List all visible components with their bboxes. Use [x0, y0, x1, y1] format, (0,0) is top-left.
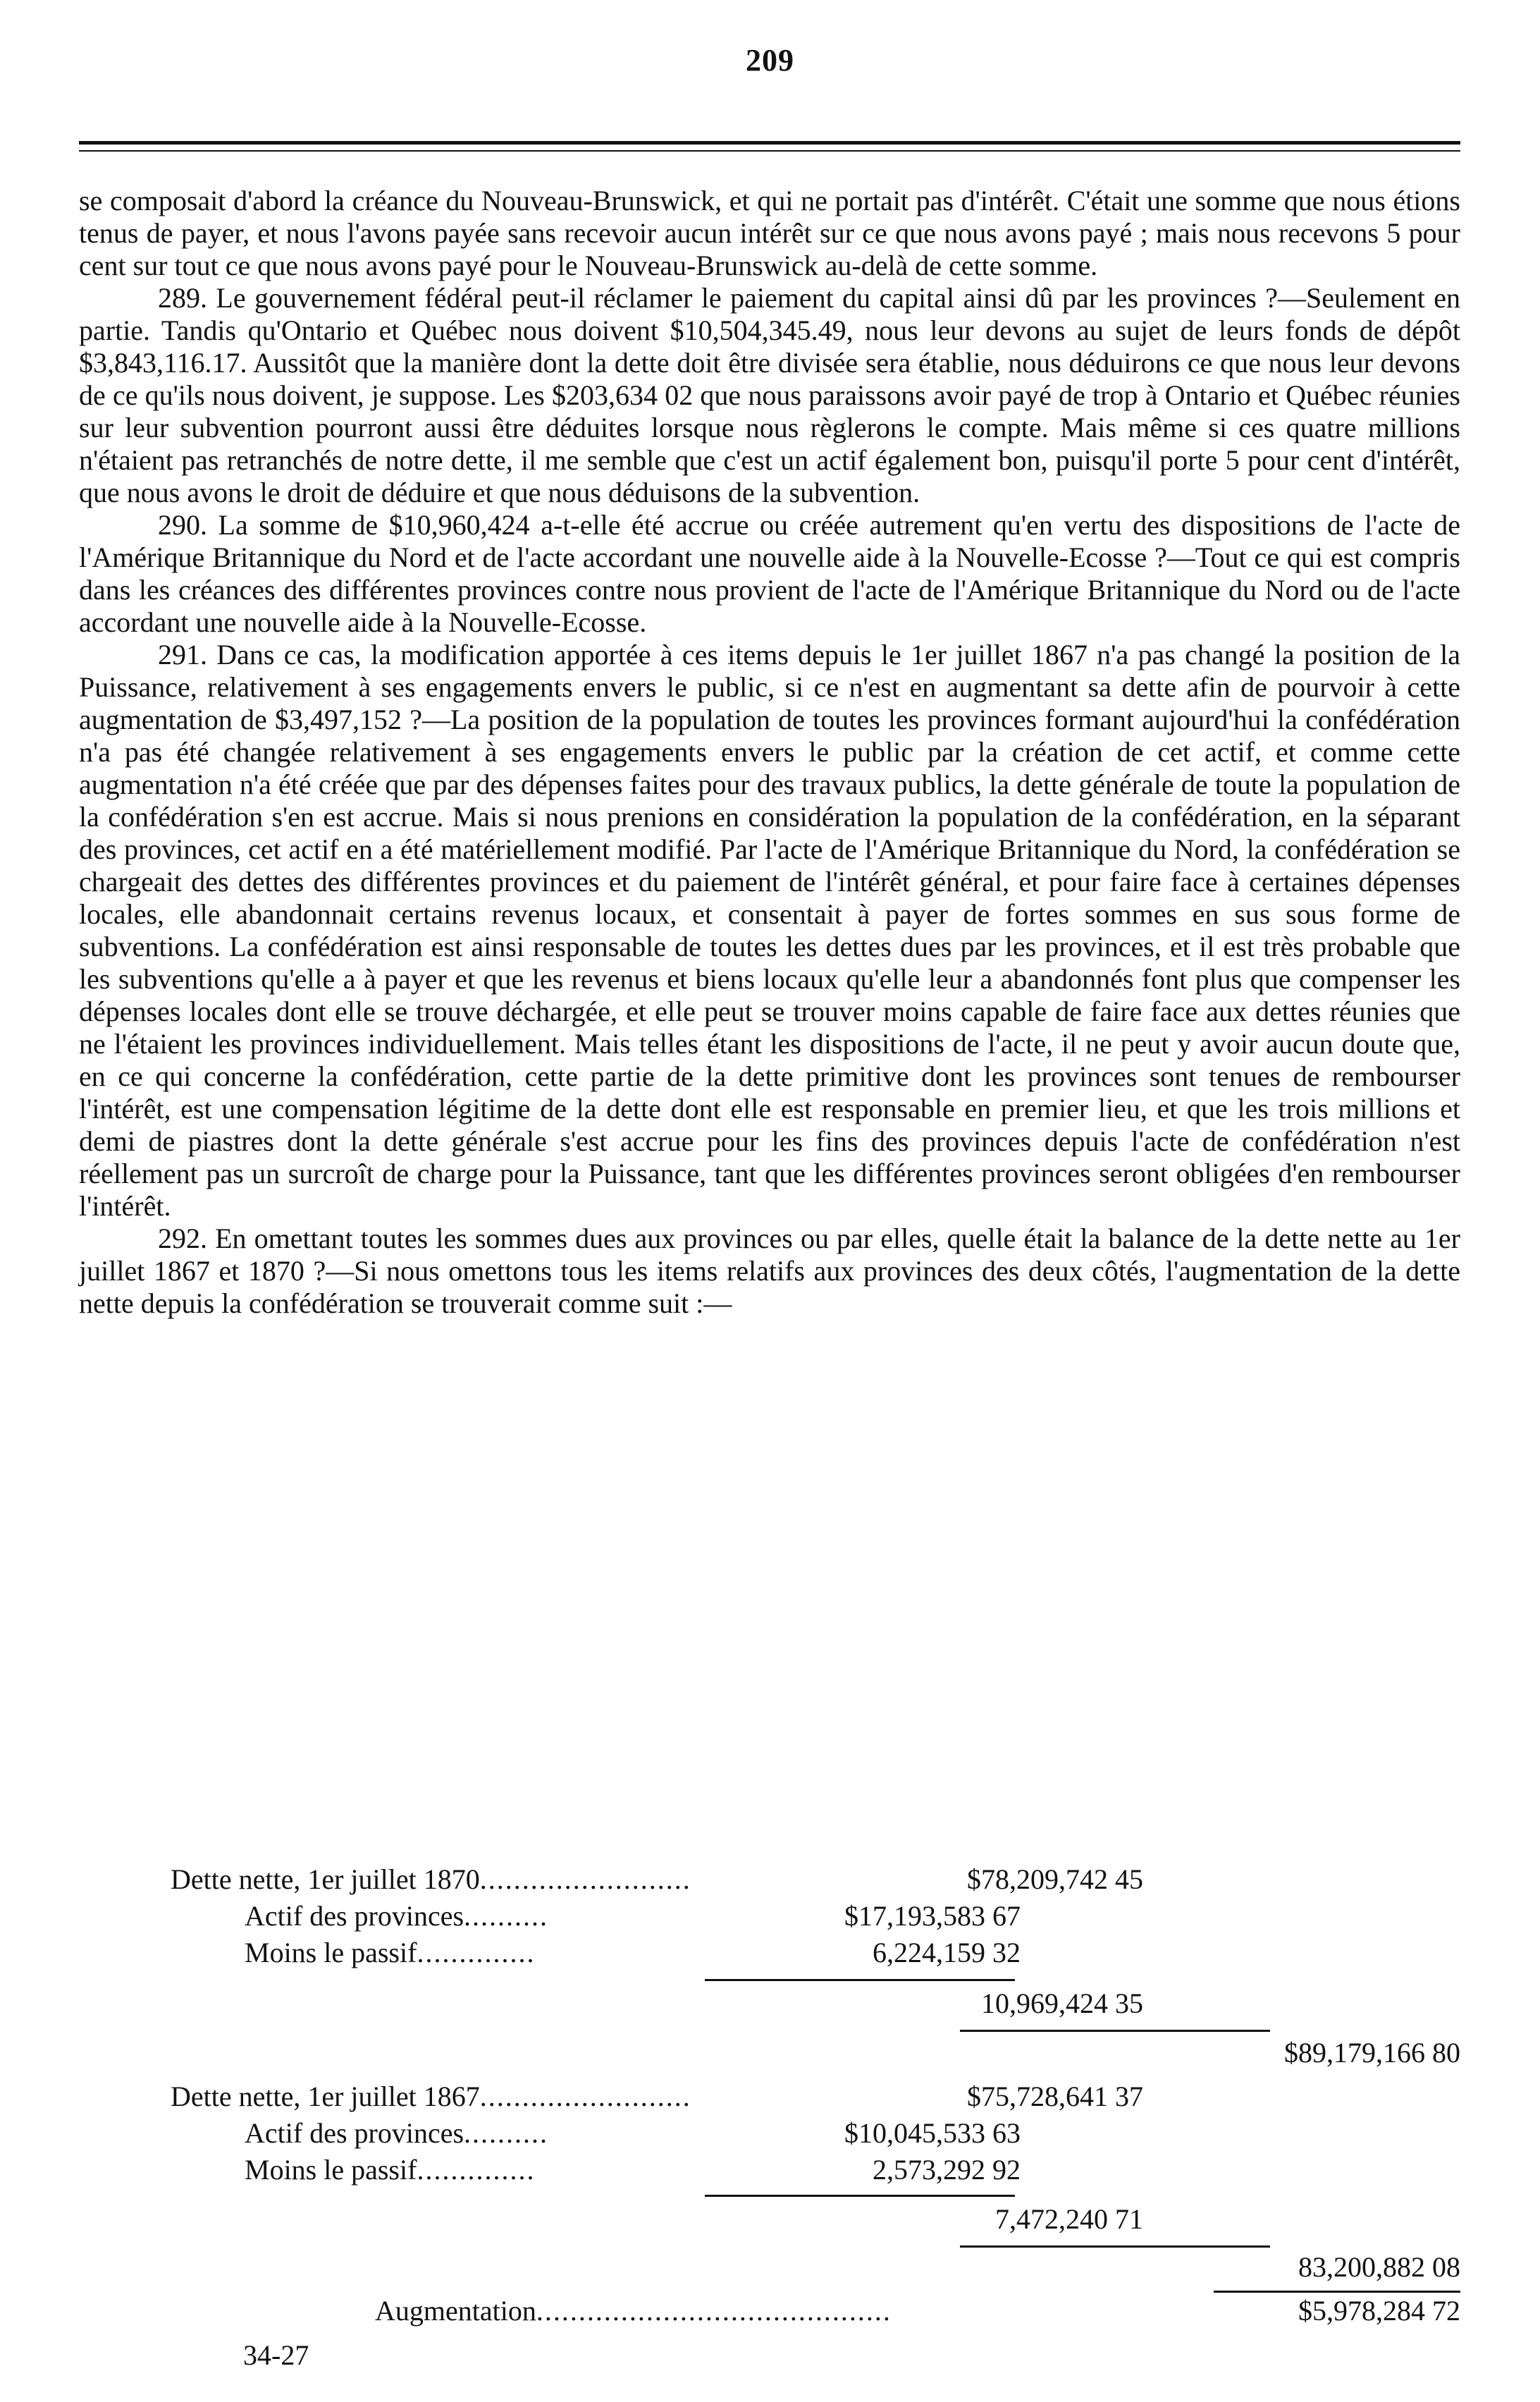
leader-dots: ..........: [464, 1900, 549, 1932]
row-liabilities-1870: [79, 1937, 1460, 1972]
label-assets-1867: Actif des provinces: [245, 2117, 464, 2149]
header-rule-thin: [79, 150, 1460, 152]
label-assets-1870: Actif des provinces: [245, 1900, 464, 1932]
printer-signature: 34-27: [243, 2339, 309, 2371]
amount-liabilities-1867: 2,573,292 92: [873, 2154, 1021, 2186]
row-assets-1867: [79, 2117, 1460, 2152]
label-net-debt-1870: Dette nette, 1er juillet 1870: [171, 1863, 480, 1895]
label-liabilities-1870: Moins le passif: [245, 1937, 417, 1968]
label-increase: Augmentation: [375, 2295, 536, 2327]
amount-assets-1870: $17,193,583 67: [844, 1900, 1021, 1932]
row-net-debt-1867: [79, 2081, 1460, 2116]
paragraph-290: 290. La somme de $10,960,424 a-t-elle été accrue ou créée autrement qu'en vertu des dispositions de l'acte de l'Amérique Britannique du Nord et de l'acte accordant une nouvelle aide à la Nouvelle-Ecosse ?—Tout ce qui est compris dans les créances des différentes provinces contre nous provient de l'acte de l'Amérique Britannique du Nord ou de l'acte accordant une nouvelle aide à la Nouvelle-Ecosse.: [79, 509, 1460, 638]
amount-difference-1867: 7,472,240 71: [995, 2203, 1143, 2235]
row-liabilities-1867: [79, 2154, 1460, 2189]
underline-total-1867: [1214, 2291, 1460, 2293]
leader-dots: .........................: [479, 1863, 691, 1895]
amount-liabilities-1870: 6,224,159 32: [873, 1937, 1021, 1968]
leader-dots: ..............: [417, 1937, 536, 1968]
amount-assets-1867: $10,045,533 63: [844, 2117, 1021, 2149]
underline-liabilities-1867: [705, 2195, 1015, 2197]
amount-total-1867: 83,200,882 08: [1298, 2251, 1460, 2283]
paragraph-292: 292. En omettant toutes les sommes dues aux provinces ou par elles, quelle était la balance de la dette nette au 1er juillet 1867 et 1870 ?—Si nous omettons tous les items relatifs aux provinces des deux côtés, l'augmentation de la dette nette depuis la confédération se trouverait comme suit :—: [79, 1223, 1460, 1319]
row-total-1870: [79, 2037, 1460, 2072]
row-difference-1867: [79, 2203, 1460, 2238]
page-number: 209: [746, 43, 794, 78]
underline-difference-1870: [960, 2030, 1270, 2032]
leader-dots: ..........: [464, 2117, 549, 2149]
row-difference-1870: [79, 1987, 1460, 2023]
body-text: [79, 185, 1460, 1320]
paragraph-289: 289. Le gouvernement fédéral peut-il réclamer le paiement du capital ainsi dû par les provinces ?—Seulement en partie. Tandis qu'Ontario et Québec nous doivent $10,504,345.49, nous leur devons au sujet de leurs fonds de dépôt $3,843,116.17. Aussitôt que la manière dont la dette doit être divisée sera établie, nous déduirons ce que nous leur devons de ce qu'ils nous doivent, je suppose. Les $203,634 02 que nous paraissons avoir payé de trop à Ontario et Québec réunies sur leur subvention pourront aussi être déduites lorsque nous règlerons le compte. Mais même si ces quatre millions n'étaient pas retranchés de notre dette, il me semble que c'est un actif également bon, puisqu'il porte 5 pour cent d'intérêt, que nous avons le droit de déduire et que nous déduisons de la subvention.: [79, 282, 1460, 508]
paragraph-continuation: se composait d'abord la créance du Nouveau-Brunswick, et qui ne portait pas d'intérêt. C'était une somme que nous étions tenus de payer, et nous l'avons payée sans recevoir aucun intérêt sur ce que nous avons payé ; mais nous recevons 5 pour cent sur tout ce que nous avons payé pour le Nouveau-Brunswick au-delà de cette somme.: [79, 185, 1460, 281]
amount-increase: $5,978,284 72: [1298, 2295, 1460, 2327]
amount-total-1870: $89,179,166 80: [1284, 2037, 1460, 2069]
amount-net-debt-1870: $78,209,742 45: [967, 1863, 1143, 1895]
label-liabilities-1867: Moins le passif: [245, 2154, 417, 2186]
amount-net-debt-1867: $75,728,641 37: [967, 2081, 1143, 2112]
label-net-debt-1867: Dette nette, 1er juillet 1867: [171, 2081, 480, 2112]
underline-difference-1867: [960, 2245, 1270, 2248]
amount-difference-1870: 10,969,424 35: [981, 1987, 1143, 2019]
leader-dots: ..........................................: [536, 2295, 892, 2327]
header-rule-thick: [79, 141, 1460, 145]
leader-dots: ..............: [417, 2154, 536, 2186]
underline-liabilities-1870: [705, 1979, 1015, 1981]
row-assets-1870: [79, 1900, 1460, 1935]
leader-dots: .........................: [479, 2081, 691, 2112]
row-total-1867: [79, 2251, 1460, 2286]
debt-summary-table: [79, 1863, 1460, 2329]
row-increase: [79, 2295, 1460, 2330]
row-net-debt-1870: [79, 1863, 1460, 1899]
paragraph-291: 291. Dans ce cas, la modification apportée à ces items depuis le 1er juillet 1867 n'a pas changé la position de la Puissance, relativement à ses engagements envers le public, si ce n'est en augmentant sa dette afin de pourvoir à cette augmentation de $3,497,152 ?—La position de la population de toutes les provinces formant aujourd'hui la confédération n'a pas été changée relativement à ses engagements envers le public par la création de cet actif, et comme cette augmentation n'a été créée que par des dépenses faites pour des travaux publics, la dette générale de toute la population de la confédération s'en est accrue. Mais si nous prenions en considération la population de la confédération, en la séparant des provinces, cet actif en a été matériellement modifié. Par l'acte de l'Amérique Britannique du Nord, la confédération se chargeait des dettes des différentes provinces et du paiement de l'intérêt général, et pour faire face à certaines dépenses locales, elle abandonnait certains revenus locaux, et consentait à payer de fortes sommes en sus sous forme de subventions. La confédération est ainsi responsable de toutes les dettes dues par les provinces, et il est très probable que les subventions qu'elle a à payer et que les revenus et biens locaux qu'elle leur a abandonnés font plus que compenser les dépenses locales dont elle se trouve déchargée, et elle peut se trouver moins capable de faire face aux dettes réunies que ne l'étaient les provinces individuellement. Mais telles étant les dispositions de l'acte, il ne peut y avoir aucun doute que, en ce qui concerne la confédération, cette partie de la dette primitive dont les provinces sont tenues de rembourser l'intérêt, est une compensation légitime de la dette dont elle est responsable en premier lieu, et que les trois millions et demi de piastres dont la dette générale s'est accrue pour les fins des provinces depuis l'acte de confédération n'est réellement pas un surcroît de charge pour la Puissance, tant que les différentes provinces seront obligées d'en rembourser l'intérêt.: [79, 639, 1460, 1222]
